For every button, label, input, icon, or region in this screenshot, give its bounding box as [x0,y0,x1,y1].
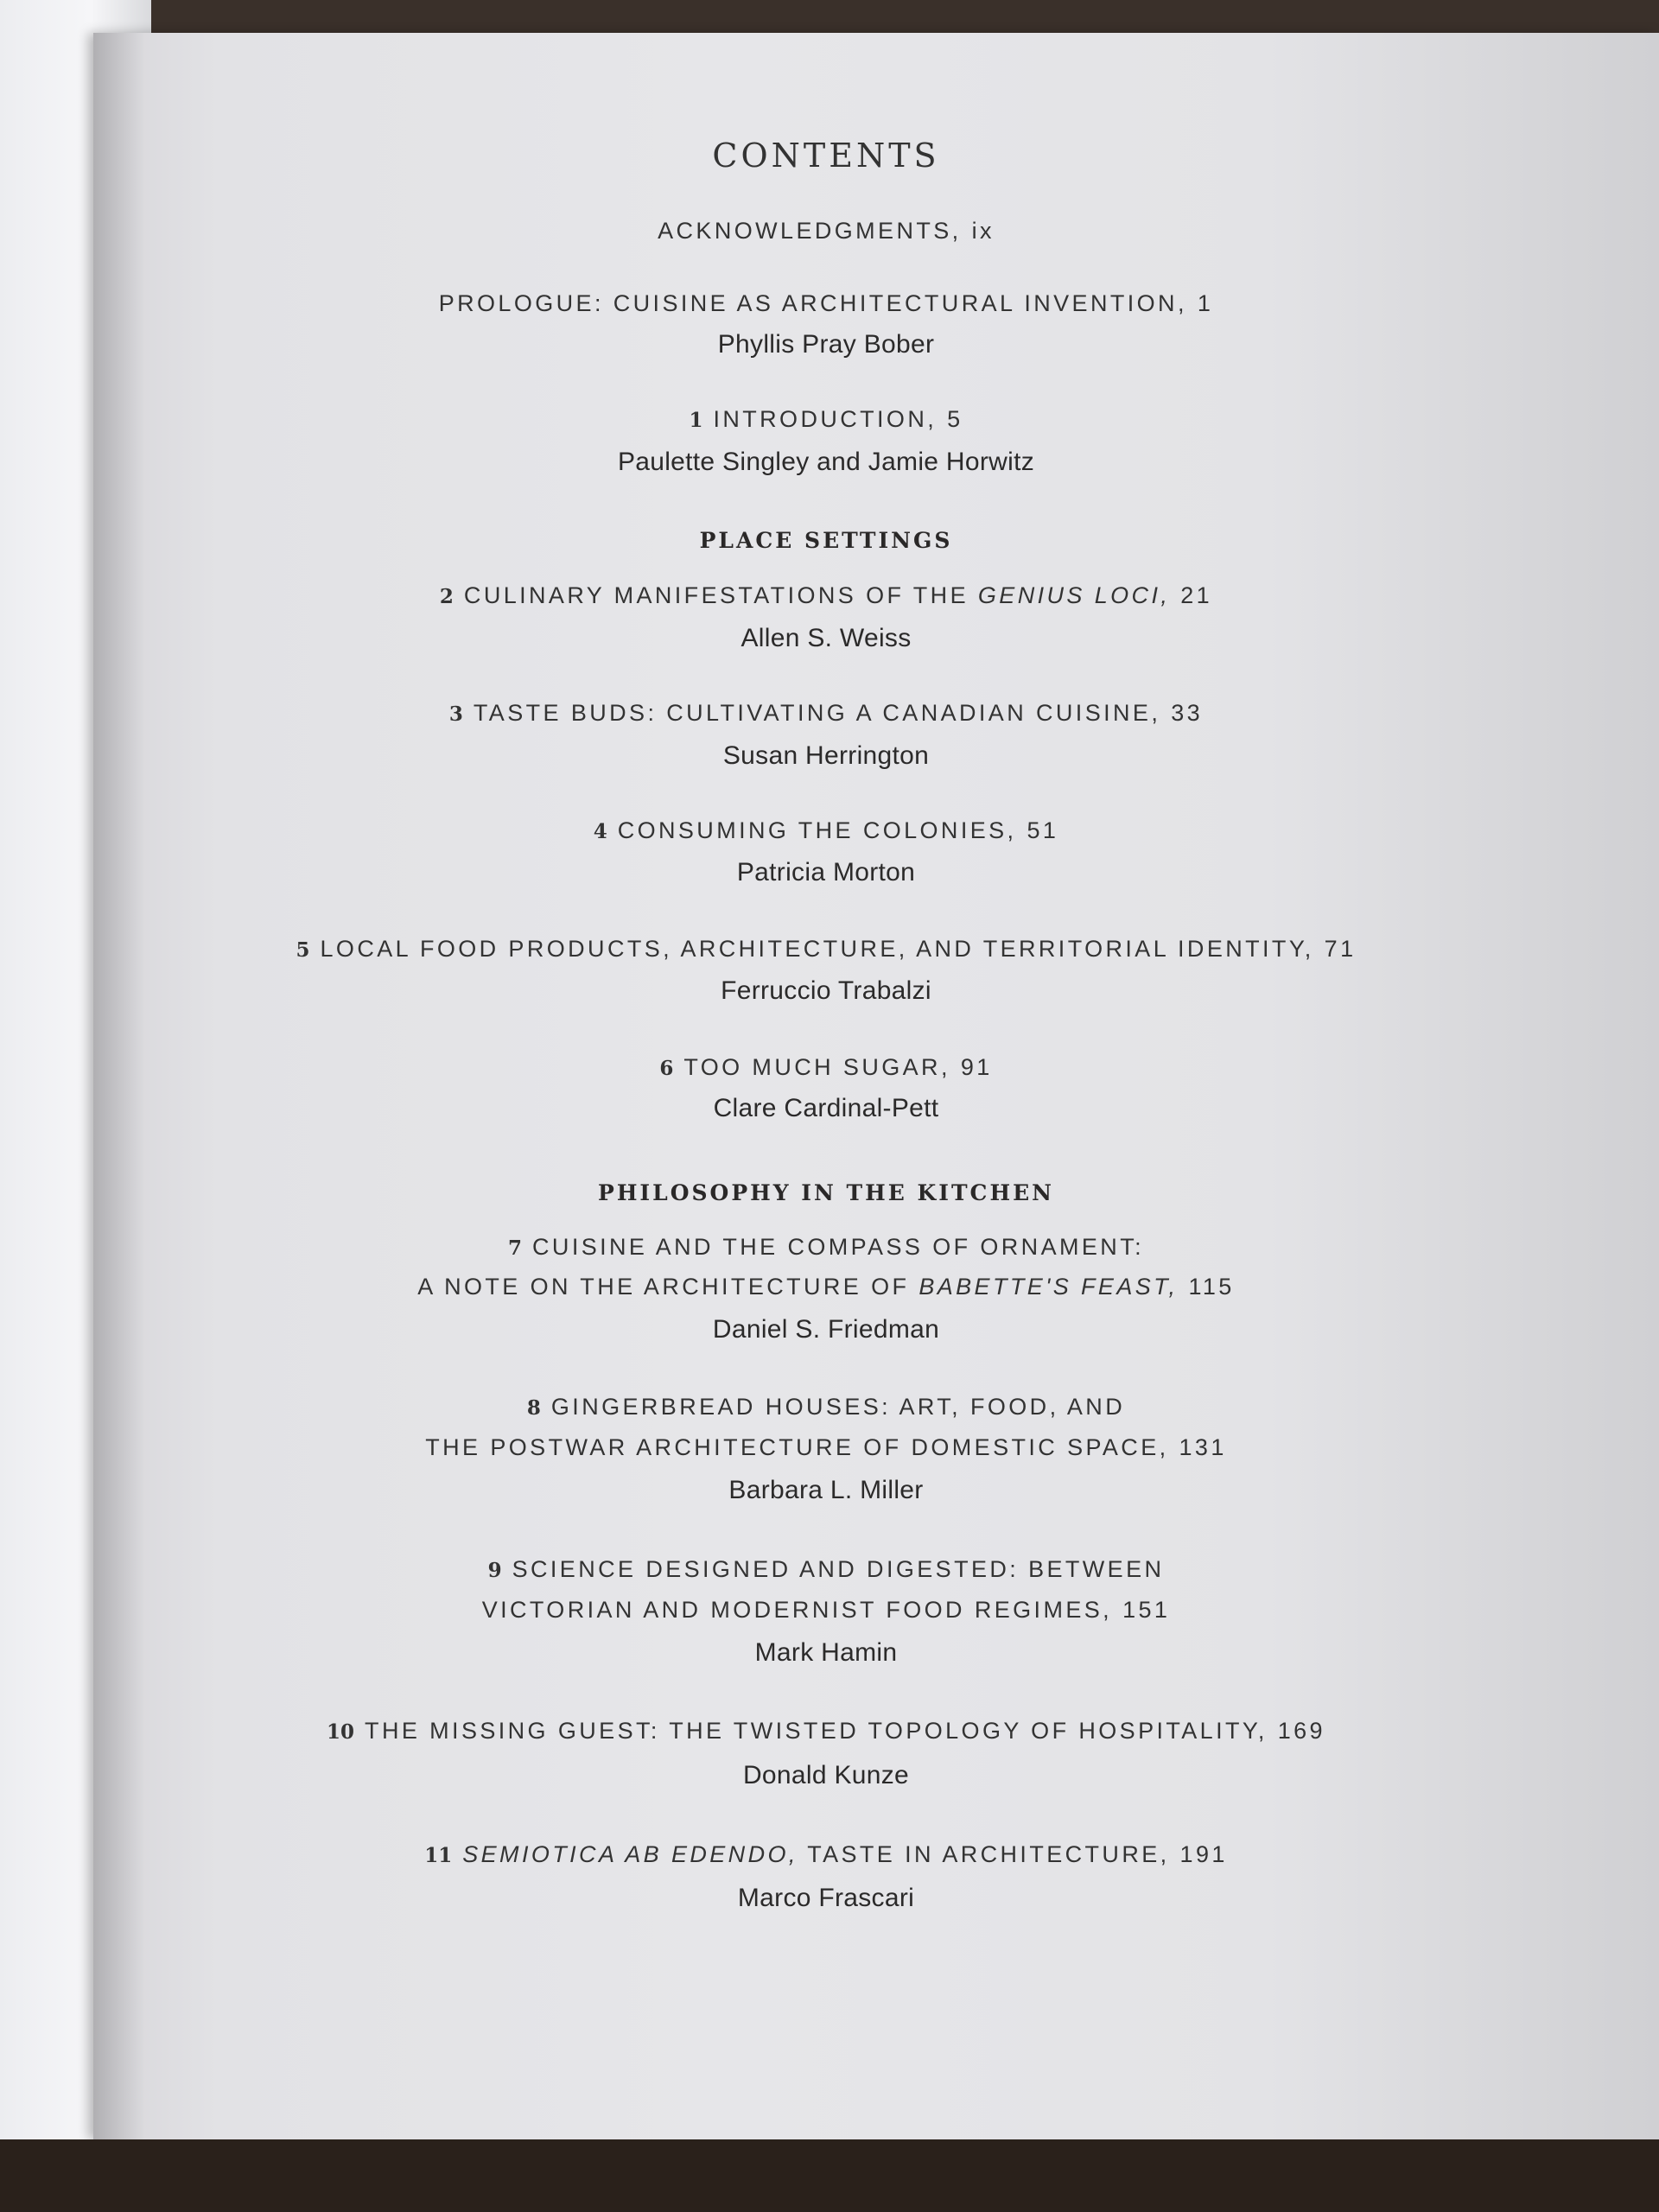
chapter-number: 8 [526,1396,541,1420]
toc-entry-chapter-7 [93,1234,1559,1261]
entry-page-number: ix [971,218,995,244]
entry-page-number: 1 [1197,290,1214,316]
entry-author: Marco Frascari [737,1884,915,1912]
entry-page-number: 169 [1277,1718,1325,1744]
chapter-number: 11 [424,1844,453,1867]
toc-entry-acknowledgments [93,218,1559,245]
chapter-number: 4 [593,820,607,843]
entry-title: LOCAL FOOD PRODUCTS, ARCHITECTURE, AND TERRITORIAL IDENTITY, [320,936,1314,962]
entry-title: VICTORIAN AND MODERNIST FOOD REGIMES, [481,1597,1113,1623]
chapter-number: 3 [448,702,463,726]
chapter-number: 5 [296,938,310,962]
entry-page-number: 191 [1179,1841,1228,1867]
table-surface [0,2139,1659,2212]
entry-title: TOO MUCH SUGAR, [683,1054,950,1080]
entry-title: THE MISSING GUEST: THE TWISTED TOPOLOGY OF HOSPITALITY, [365,1718,1268,1744]
entry-author: Paulette Singley and Jamie Horwitz [617,448,1035,476]
entry-title: A NOTE ON THE ARCHITECTURE OF [417,1274,910,1300]
entry-title: TASTE IN ARCHITECTURE, [807,1841,1170,1867]
entry-page-number: 21 [1180,582,1213,608]
toc-entry-chapter-5 [93,936,1559,963]
toc-entry-chapter-9 [93,1556,1559,1583]
entry-page-number: 151 [1122,1597,1171,1623]
section-heading-place-settings: PLACE SETTINGS [699,528,953,553]
toc-entry-chapter-8-line-2 [93,1434,1559,1461]
entry-title: THE POSTWAR ARCHITECTURE OF DOMESTIC SPACE, [425,1434,1169,1460]
entry-page-number: 71 [1324,936,1357,962]
toc-entry-prologue [93,290,1559,317]
entry-page-number: 5 [947,406,963,432]
entry-title: CUISINE AND THE COMPASS OF ORNAMENT: [532,1234,1144,1260]
toc-entry-chapter-9-line-2 [93,1597,1559,1624]
entry-title: CONSUMING THE COLONIES, [617,817,1017,843]
entry-page-number: 51 [1027,817,1059,843]
entry-author: Susan Herrington [722,741,930,770]
entry-author: Patricia Morton [736,858,916,887]
entry-title: ACKNOWLEDGMENTS, [658,218,962,244]
toc-entry-chapter-2 [93,582,1559,609]
entry-page-number: 131 [1179,1434,1227,1460]
entry-author: Barbara L. Miller [728,1476,924,1504]
toc-entry-chapter-6 [93,1054,1559,1081]
entry-title: TASTE BUDS: CULTIVATING A CANADIAN CUISINE, [473,700,1161,726]
entry-title: INTRODUCTION, [713,406,938,432]
entry-author: Allen S. Weiss [741,624,912,652]
entry-author: Daniel S. Friedman [712,1315,940,1344]
toc-entry-chapter-7-line-2 [93,1274,1559,1300]
entry-title: CULINARY MANIFESTATIONS OF THE [463,582,969,608]
entry-author: Clare Cardinal-Pett [713,1094,939,1122]
toc-entry-chapter-11 [93,1841,1559,1868]
page-title: CONTENTS [712,137,940,175]
entry-title: SCIENCE DESIGNED AND DIGESTED: BETWEEN [512,1556,1165,1582]
chapter-number: 6 [659,1057,674,1080]
entry-title-italic: SEMIOTICA AB EDENDO, [462,1841,798,1867]
entry-author: Donald Kunze [742,1761,910,1789]
entry-title: PROLOGUE: CUISINE AS ARCHITECTURAL INVENTION, [438,290,1187,316]
entry-author: Phyllis Pray Bober [717,330,935,359]
entry-title-italic: GENIUS LOCI, [977,582,1171,608]
chapter-number: 1 [689,409,703,432]
chapter-number: 9 [487,1559,502,1582]
toc-entry-chapter-10 [93,1718,1559,1745]
entry-title: GINGERBREAD HOUSES: ART, FOOD, AND [550,1394,1126,1420]
entry-page-number: 33 [1171,700,1204,726]
toc-entry-chapter-1 [93,406,1559,433]
entry-author: Ferruccio Trabalzi [721,976,931,1005]
section-heading-philosophy-in-the-kitchen: PHILOSOPHY IN THE KITCHEN [598,1180,1054,1205]
toc-entry-chapter-3 [93,700,1559,727]
chapter-number: 10 [327,1720,355,1744]
entry-page-number: 115 [1188,1274,1235,1300]
entry-title-italic: BABETTE'S FEAST, [918,1274,1179,1300]
toc-entry-chapter-4 [93,817,1559,844]
toc-entry-chapter-8 [93,1394,1559,1421]
chapter-number: 2 [439,585,454,608]
chapter-number: 7 [508,1236,523,1260]
entry-page-number: 91 [960,1054,993,1080]
entry-author: Mark Hamin [754,1638,898,1667]
table-of-contents [93,33,1559,2107]
